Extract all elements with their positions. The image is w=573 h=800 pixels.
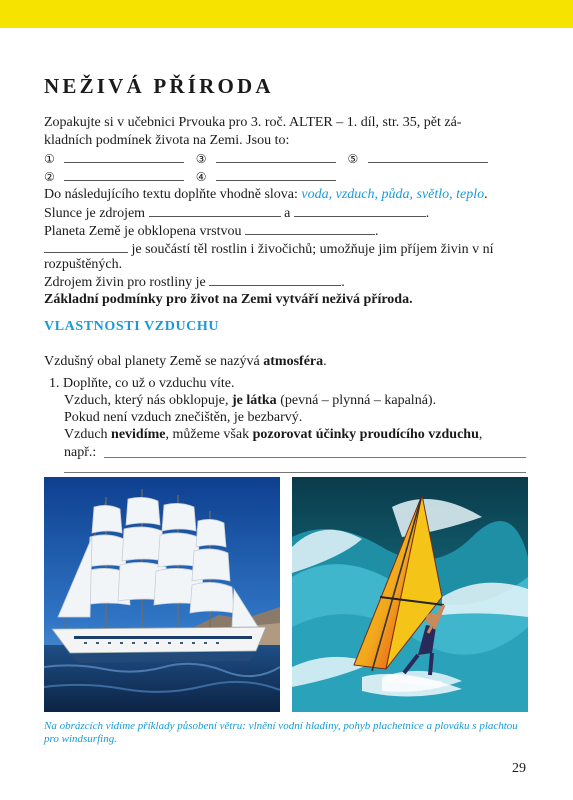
word-bank: voda, vzduch, půda, světlo, teplo	[301, 187, 485, 202]
blank-water[interactable]	[44, 240, 128, 253]
blank-sun-1[interactable]	[149, 204, 281, 217]
page-title: NEŽIVÁ PŘÍRODA	[44, 74, 274, 98]
blank-condition-2[interactable]	[64, 168, 184, 181]
blank-condition-4[interactable]	[216, 168, 336, 181]
task-line-3-a: Vzduch	[64, 427, 112, 442]
sentence-soil	[44, 273, 345, 292]
sun-period: .	[425, 206, 430, 221]
bold-conclusion: Základní podmínky pro život na Zemi vytváří neživá příroda.	[44, 292, 413, 307]
instruction-period: .	[484, 187, 488, 202]
intro-line-1: Zopakujte si v učebnici Prvouka pro 3. roč. ALTER – 1. díl, str. 35, pět zá-	[44, 115, 462, 130]
atmosphere-term: atmosféra	[263, 354, 324, 369]
task-1-heading: 1. Doplňte, co už o vzduchu víte.	[49, 376, 235, 391]
task-line-1-a: Vzduch, který nás obklopuje,	[64, 393, 232, 408]
marker-4: ④	[195, 170, 207, 184]
task-1-line-3	[64, 426, 482, 444]
sentence-planet	[44, 222, 379, 241]
planet-period: .	[375, 224, 379, 239]
windsurfing-photo	[292, 477, 528, 712]
answer-line-2[interactable]	[64, 472, 526, 473]
task-line-1-bold: je látka	[231, 393, 277, 408]
sun-text: Slunce je zdrojem	[44, 206, 149, 221]
task-line-3-bold-2: pozorovat účinky proudícího vzduchu	[252, 427, 479, 442]
windsurfing-illustration	[292, 477, 528, 712]
section-heading: VLASTNOSTI VZDUCHU	[44, 319, 220, 334]
task-line-1-c: (pevná – plynná – kapalná).	[276, 393, 437, 408]
atmosphere-period: .	[323, 354, 327, 369]
marker-5: ⑤	[347, 152, 359, 166]
blank-condition-1[interactable]	[64, 150, 184, 163]
sentence-water-cont: rozpuštěných.	[44, 257, 123, 272]
task-line-3-comma: ,	[478, 427, 483, 442]
task-1-example-label: např.:	[64, 445, 97, 460]
planet-text: Planeta Země je obklopena vrstvou	[44, 224, 245, 239]
sailing-ship-photo	[44, 477, 280, 712]
page-number: 29	[512, 761, 526, 776]
soil-period: .	[341, 275, 345, 290]
task-line-3-bold-1: nevidíme	[111, 427, 166, 442]
water-text: je součástí těl rostlin i živočichů; umožňuje jim příjem živin v ní	[128, 242, 494, 257]
sentence-sun	[44, 204, 429, 223]
marker-3: ③	[195, 152, 207, 166]
conditions-row-1	[44, 150, 488, 169]
answer-line-1[interactable]	[104, 457, 526, 458]
soil-text: Zdrojem živin pro rostliny je	[44, 275, 210, 290]
marker-2: ②	[44, 170, 55, 184]
task-line-3-b: , můžeme však	[165, 427, 253, 442]
blank-sun-2[interactable]	[294, 204, 426, 217]
top-color-bar	[0, 0, 573, 28]
blank-condition-3[interactable]	[216, 150, 336, 163]
atmosphere-text: Vzdušný obal planety Země se nazývá	[44, 354, 264, 369]
atmosphere-sentence	[44, 353, 327, 371]
instruction-text: Do následujícího textu doplňte vhodně slova:	[44, 187, 302, 202]
task-1-line-2: Pokud není vzduch znečištěn, je bezbarvý.	[64, 410, 303, 425]
intro-line-2: kladních podmínek života na Zemi. Jsou to:	[44, 133, 290, 148]
fill-instruction	[44, 186, 488, 204]
sailing-ship-illustration	[44, 477, 280, 712]
sun-and: a	[280, 206, 294, 221]
task-1-line-1	[64, 392, 436, 410]
blank-planet[interactable]	[245, 222, 375, 235]
blank-condition-5[interactable]	[368, 150, 488, 163]
blank-soil[interactable]	[209, 273, 341, 286]
marker-1: ①	[44, 152, 55, 166]
photo-caption: Na obrázcích vidíme příklady působení větru: vlnění vodní hladiny, pohyb plachetnice a plováku s plachtou pro windsurfing.	[44, 720, 518, 745]
conditions-row-2	[44, 168, 336, 187]
